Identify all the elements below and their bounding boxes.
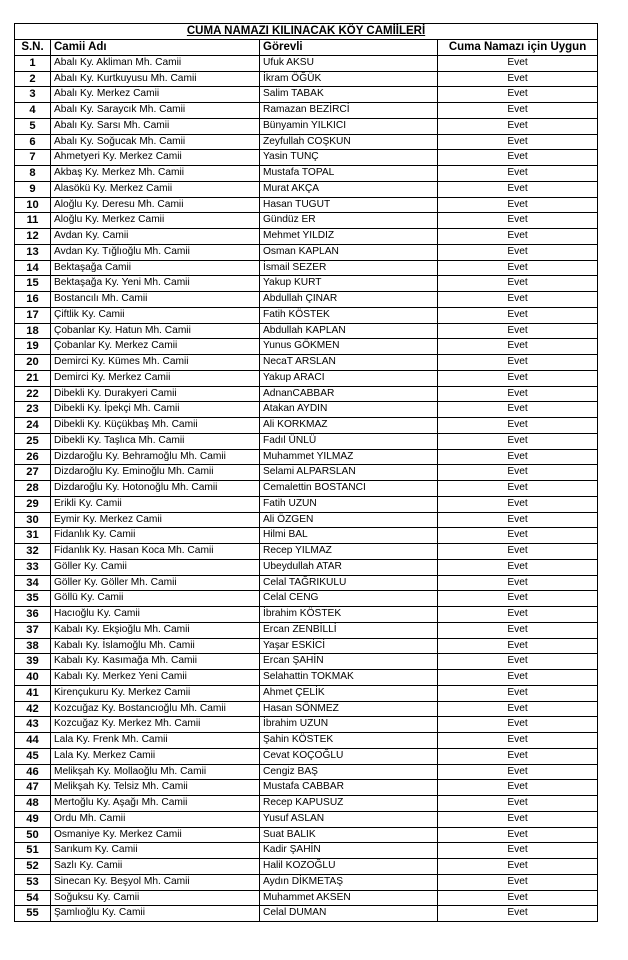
row-number-cell: 41 [15, 685, 51, 701]
table-row [15, 859, 598, 875]
official-name-cell: Şahin KÖSTEK [260, 733, 438, 749]
suitable-cell: Evet [438, 874, 598, 890]
official-name-cell: Ubeydullah ATAR [260, 559, 438, 575]
official-name-cell: Selahattin TOKMAK [260, 670, 438, 686]
row-number-cell: 24 [15, 418, 51, 434]
mosque-name-cell: Sinecan Ky. Beşyol Mh. Camii [51, 874, 260, 890]
row-number-cell: 35 [15, 591, 51, 607]
table-row [15, 906, 598, 922]
mosque-name-cell: Sazlı Ky. Camii [51, 859, 260, 875]
table-row [15, 307, 598, 323]
suitable-cell: Evet [438, 87, 598, 103]
official-name-cell: Zeyfullah COŞKUN [260, 134, 438, 150]
official-name-cell: Hasan SÖNMEZ [260, 701, 438, 717]
suitable-cell: Evet [438, 654, 598, 670]
official-name-cell: Yakup ARACI [260, 370, 438, 386]
row-number-cell: 5 [15, 118, 51, 134]
suitable-cell: Evet [438, 71, 598, 87]
row-number-cell: 6 [15, 134, 51, 150]
table-row [15, 244, 598, 260]
table-row [15, 670, 598, 686]
table-row [15, 528, 598, 544]
table-row [15, 55, 598, 71]
table-row [15, 71, 598, 87]
row-number-cell: 14 [15, 260, 51, 276]
official-name-cell: Yunus GÖKMEN [260, 339, 438, 355]
suitable-cell: Evet [438, 796, 598, 812]
table-row [15, 496, 598, 512]
table-row [15, 402, 598, 418]
row-number-cell: 8 [15, 166, 51, 182]
official-name-cell: Yaşar ESKİCİ [260, 638, 438, 654]
mosque-name-cell: Bostancılı Mh. Camii [51, 292, 260, 308]
mosque-name-cell: Kirençukuru Ky. Merkez Camii [51, 685, 260, 701]
official-name-cell: AdnanCABBAR [260, 386, 438, 402]
suitable-cell: Evet [438, 764, 598, 780]
mosque-name-cell: Çobanlar Ky. Hatun Mh. Camii [51, 323, 260, 339]
document-title-cell [15, 24, 598, 40]
row-number-cell: 55 [15, 906, 51, 922]
official-name-cell: Selami ALPARSLAN [260, 465, 438, 481]
suitable-cell: Evet [438, 512, 598, 528]
suitable-cell: Evet [438, 465, 598, 481]
table-row [15, 685, 598, 701]
table-row [15, 701, 598, 717]
mosque-name-cell: Hacıoğlu Ky. Camii [51, 607, 260, 623]
document-title: CUMA NAMAZI KILINACAK KÖY CAMİİLERİ [186, 25, 426, 37]
official-name-cell: Ramazan BEZİRCİ [260, 103, 438, 119]
mosque-name-cell: Bektaşağa Camii [51, 260, 260, 276]
official-name-cell: Ufuk AKSU [260, 55, 438, 71]
row-number-cell: 51 [15, 843, 51, 859]
suitable-cell: Evet [438, 386, 598, 402]
suitable-cell: Evet [438, 370, 598, 386]
mosque-name-cell: Mertoğlu Ky. Aşağı Mh. Camii [51, 796, 260, 812]
header-sn: S.N. [15, 40, 51, 56]
mosque-name-cell: Çobanlar Ky. Merkez Camii [51, 339, 260, 355]
official-name-cell: İkram ÖĞÜK [260, 71, 438, 87]
mosque-name-cell: Abalı Ky. Sarsı Mh. Camii [51, 118, 260, 134]
suitable-cell: Evet [438, 181, 598, 197]
table-row [15, 150, 598, 166]
official-name-cell: Ercan ŞAHİN [260, 654, 438, 670]
table-row [15, 827, 598, 843]
row-number-cell: 29 [15, 496, 51, 512]
mosque-name-cell: Akbaş Ky. Merkez Mh. Camii [51, 166, 260, 182]
mosque-name-cell: Demirci Ky. Kümes Mh. Camii [51, 355, 260, 371]
mosque-name-cell: Bektaşağa Ky. Yeni Mh. Camii [51, 276, 260, 292]
official-name-cell: Suat BALIK [260, 827, 438, 843]
official-name-cell: Ali KORKMAZ [260, 418, 438, 434]
header-row [15, 40, 598, 56]
row-number-cell: 11 [15, 213, 51, 229]
row-number-cell: 3 [15, 87, 51, 103]
mosque-name-cell: Dibekli Ky. İpekçi Mh. Camii [51, 402, 260, 418]
row-number-cell: 33 [15, 559, 51, 575]
mosque-name-cell: Şamlıoğlu Ky. Camii [51, 906, 260, 922]
row-number-cell: 49 [15, 811, 51, 827]
mosque-name-cell: Göllü Ky. Camii [51, 591, 260, 607]
mosque-name-cell: Ordu Mh. Camii [51, 811, 260, 827]
row-number-cell: 4 [15, 103, 51, 119]
official-name-cell: Bünyamin YILKICI [260, 118, 438, 134]
official-name-cell: Fadıl ÜNLÜ [260, 433, 438, 449]
official-name-cell: Celal TAĞRIKULU [260, 575, 438, 591]
table-row [15, 780, 598, 796]
mosque-name-cell: Kabalı Ky. Merkez Yeni Camii [51, 670, 260, 686]
row-number-cell: 2 [15, 71, 51, 87]
table-row [15, 890, 598, 906]
mosque-name-cell: Dizdaroğlu Ky. Hotonoğlu Mh. Camii [51, 481, 260, 497]
row-number-cell: 54 [15, 890, 51, 906]
official-name-cell: Abdullah ÇINAR [260, 292, 438, 308]
table-row [15, 229, 598, 245]
suitable-cell: Evet [438, 307, 598, 323]
table-row [15, 118, 598, 134]
mosque-name-cell: Abalı Ky. Akliman Mh. Camii [51, 55, 260, 71]
table-row [15, 544, 598, 560]
mosque-name-cell: Kabalı Ky. İslamoğlu Mh. Camii [51, 638, 260, 654]
official-name-cell: Cengiz BAŞ [260, 764, 438, 780]
row-number-cell: 47 [15, 780, 51, 796]
table-row [15, 811, 598, 827]
official-name-cell: Yakup KURT [260, 276, 438, 292]
table-row [15, 559, 598, 575]
table-body [15, 55, 598, 921]
row-number-cell: 45 [15, 748, 51, 764]
suitable-cell: Evet [438, 339, 598, 355]
mosque-name-cell: Melikşah Ky. Mollaoğlu Mh. Camii [51, 764, 260, 780]
suitable-cell: Evet [438, 55, 598, 71]
header-friday-prayer-suitable: Cuma Namazı için Uygun [438, 40, 598, 56]
suitable-cell: Evet [438, 276, 598, 292]
suitable-cell: Evet [438, 229, 598, 245]
suitable-cell: Evet [438, 701, 598, 717]
official-name-cell: NecaT ARSLAN [260, 355, 438, 371]
table-row [15, 622, 598, 638]
header-mosque-name: Camii Adı [51, 40, 260, 56]
row-number-cell: 12 [15, 229, 51, 245]
official-name-cell: Halil KOZOĞLU [260, 859, 438, 875]
suitable-cell: Evet [438, 134, 598, 150]
mosque-name-cell: Aloğlu Ky. Deresu Mh. Camii [51, 197, 260, 213]
row-number-cell: 25 [15, 433, 51, 449]
table-row [15, 654, 598, 670]
suitable-cell: Evet [438, 449, 598, 465]
official-name-cell: Salim TABAK [260, 87, 438, 103]
title-row [15, 24, 598, 40]
suitable-cell: Evet [438, 859, 598, 875]
official-name-cell: Abdullah KAPLAN [260, 323, 438, 339]
table-row [15, 591, 598, 607]
official-name-cell: İbrahim KÖSTEK [260, 607, 438, 623]
row-number-cell: 52 [15, 859, 51, 875]
mosque-name-cell: Fidanlık Ky. Camii [51, 528, 260, 544]
suitable-cell: Evet [438, 355, 598, 371]
row-number-cell: 10 [15, 197, 51, 213]
table-row [15, 638, 598, 654]
row-number-cell: 44 [15, 733, 51, 749]
row-number-cell: 30 [15, 512, 51, 528]
row-number-cell: 43 [15, 717, 51, 733]
suitable-cell: Evet [438, 213, 598, 229]
row-number-cell: 22 [15, 386, 51, 402]
mosque-name-cell: Göller Ky. Camii [51, 559, 260, 575]
mosque-name-cell: Avdan Ky. Tığlıoğlu Mh. Camii [51, 244, 260, 260]
row-number-cell: 46 [15, 764, 51, 780]
row-number-cell: 21 [15, 370, 51, 386]
suitable-cell: Evet [438, 103, 598, 119]
official-name-cell: Murat AKÇA [260, 181, 438, 197]
suitable-cell: Evet [438, 496, 598, 512]
table-row [15, 481, 598, 497]
suitable-cell: Evet [438, 528, 598, 544]
suitable-cell: Evet [438, 575, 598, 591]
suitable-cell: Evet [438, 843, 598, 859]
mosque-name-cell: Dizdaroğlu Ky. Eminoğlu Mh. Camii [51, 465, 260, 481]
table-row [15, 512, 598, 528]
table-row [15, 433, 598, 449]
suitable-cell: Evet [438, 811, 598, 827]
row-number-cell: 36 [15, 607, 51, 623]
mosque-name-cell: Kabalı Ky. Kasımağa Mh. Camii [51, 654, 260, 670]
official-name-cell: Hilmi BAL [260, 528, 438, 544]
table-row [15, 276, 598, 292]
mosque-name-cell: Osmaniye Ky. Merkez Camii [51, 827, 260, 843]
official-name-cell: Muhammet YILMAZ [260, 449, 438, 465]
official-name-cell: Yasin TUNÇ [260, 150, 438, 166]
suitable-cell: Evet [438, 622, 598, 638]
official-name-cell: Muhammet AKSEN [260, 890, 438, 906]
mosque-name-cell: Çiftlik Ky. Camii [51, 307, 260, 323]
suitable-cell: Evet [438, 559, 598, 575]
table-row [15, 418, 598, 434]
row-number-cell: 17 [15, 307, 51, 323]
row-number-cell: 18 [15, 323, 51, 339]
mosque-name-cell: Melikşah Ky. Telsiz Mh. Camii [51, 780, 260, 796]
suitable-cell: Evet [438, 418, 598, 434]
official-name-cell: İsmail SEZER [260, 260, 438, 276]
mosque-name-cell: Soğuksu Ky. Camii [51, 890, 260, 906]
mosque-name-cell: Alasökü Ky. Merkez Camii [51, 181, 260, 197]
mosque-name-cell: Avdan Ky. Camii [51, 229, 260, 245]
suitable-cell: Evet [438, 780, 598, 796]
official-name-cell: Osman KAPLAN [260, 244, 438, 260]
suitable-cell: Evet [438, 433, 598, 449]
table-row [15, 260, 598, 276]
row-number-cell: 16 [15, 292, 51, 308]
table-row [15, 796, 598, 812]
row-number-cell: 53 [15, 874, 51, 890]
mosque-name-cell: Abalı Ky. Kurtkuyusu Mh. Camii [51, 71, 260, 87]
mosque-name-cell: Kabalı Ky. Ekşioğlu Mh. Camii [51, 622, 260, 638]
official-name-cell: Gündüz ER [260, 213, 438, 229]
row-number-cell: 48 [15, 796, 51, 812]
row-number-cell: 7 [15, 150, 51, 166]
suitable-cell: Evet [438, 733, 598, 749]
table-row [15, 843, 598, 859]
mosque-name-cell: Erikli Ky. Camii [51, 496, 260, 512]
row-number-cell: 37 [15, 622, 51, 638]
suitable-cell: Evet [438, 607, 598, 623]
official-name-cell: Atakan AYDIN [260, 402, 438, 418]
official-name-cell: İbrahim UZUN [260, 717, 438, 733]
row-number-cell: 20 [15, 355, 51, 371]
row-number-cell: 42 [15, 701, 51, 717]
table-row [15, 607, 598, 623]
official-name-cell: Fatih KÖSTEK [260, 307, 438, 323]
mosque-name-cell: Dibekli Ky. Durakyeri Camii [51, 386, 260, 402]
mosque-name-cell: Fidanlık Ky. Hasan Koca Mh. Camii [51, 544, 260, 560]
suitable-cell: Evet [438, 591, 598, 607]
suitable-cell: Evet [438, 670, 598, 686]
mosque-name-cell: Sarıkum Ky. Camii [51, 843, 260, 859]
row-number-cell: 26 [15, 449, 51, 465]
table-row [15, 465, 598, 481]
table-row [15, 764, 598, 780]
table-row [15, 370, 598, 386]
row-number-cell: 38 [15, 638, 51, 654]
table-row [15, 166, 598, 182]
mosque-name-cell: Dizdaroğlu Ky. Behramoğlu Mh. Camii [51, 449, 260, 465]
row-number-cell: 40 [15, 670, 51, 686]
mosque-name-cell: Abalı Ky. Saraycık Mh. Camii [51, 103, 260, 119]
suitable-cell: Evet [438, 166, 598, 182]
row-number-cell: 50 [15, 827, 51, 843]
table-row [15, 181, 598, 197]
mosque-name-cell: Kozcuğaz Ky. Merkez Mh. Camii [51, 717, 260, 733]
official-name-cell: Recep KAPUSUZ [260, 796, 438, 812]
official-name-cell: Ercan ZENBİLLİ [260, 622, 438, 638]
official-name-cell: Mustafa TOPAL [260, 166, 438, 182]
official-name-cell: Cemalettin BOSTANCI [260, 481, 438, 497]
table-row [15, 134, 598, 150]
mosque-name-cell: Eymir Ky. Merkez Camii [51, 512, 260, 528]
suitable-cell: Evet [438, 118, 598, 134]
row-number-cell: 28 [15, 481, 51, 497]
table-row [15, 292, 598, 308]
suitable-cell: Evet [438, 481, 598, 497]
table-row [15, 733, 598, 749]
suitable-cell: Evet [438, 748, 598, 764]
mosque-name-cell: Lala Ky. Merkez Camii [51, 748, 260, 764]
table-row [15, 213, 598, 229]
table-row [15, 197, 598, 213]
row-number-cell: 13 [15, 244, 51, 260]
suitable-cell: Evet [438, 150, 598, 166]
official-name-cell: Celal CENG [260, 591, 438, 607]
official-name-cell: Mehmet YILDIZ [260, 229, 438, 245]
row-number-cell: 39 [15, 654, 51, 670]
mosque-name-cell: Dibekli Ky. Taşlıca Mh. Camii [51, 433, 260, 449]
suitable-cell: Evet [438, 260, 598, 276]
mosque-name-cell: Demirci Ky. Merkez Camii [51, 370, 260, 386]
official-name-cell: Celal DUMAN [260, 906, 438, 922]
mosque-name-cell: Göller Ky. Göller Mh. Camii [51, 575, 260, 591]
mosque-name-cell: Kozcuğaz Ky. Bostancıoğlu Mh. Camii [51, 701, 260, 717]
row-number-cell: 34 [15, 575, 51, 591]
table-row [15, 355, 598, 371]
suitable-cell: Evet [438, 827, 598, 843]
official-name-cell: Hasan TUGUT [260, 197, 438, 213]
official-name-cell: Recep YILMAZ [260, 544, 438, 560]
row-number-cell: 27 [15, 465, 51, 481]
suitable-cell: Evet [438, 323, 598, 339]
official-name-cell: Mustafa CABBAR [260, 780, 438, 796]
suitable-cell: Evet [438, 685, 598, 701]
mosque-table [14, 23, 598, 922]
table-row [15, 717, 598, 733]
suitable-cell: Evet [438, 906, 598, 922]
mosque-name-cell: Ahmetyeri Ky. Merkez Camii [51, 150, 260, 166]
row-number-cell: 9 [15, 181, 51, 197]
mosque-name-cell: Abalı Ky. Soğucak Mh. Camii [51, 134, 260, 150]
row-number-cell: 23 [15, 402, 51, 418]
suitable-cell: Evet [438, 638, 598, 654]
header-official: Görevli [260, 40, 438, 56]
official-name-cell: Cevat KOÇOĞLU [260, 748, 438, 764]
table-row [15, 874, 598, 890]
suitable-cell: Evet [438, 244, 598, 260]
table-row [15, 339, 598, 355]
row-number-cell: 19 [15, 339, 51, 355]
official-name-cell: Yusuf ASLAN [260, 811, 438, 827]
table-row [15, 87, 598, 103]
official-name-cell: Fatih UZUN [260, 496, 438, 512]
mosque-name-cell: Abalı Ky. Merkez Camii [51, 87, 260, 103]
row-number-cell: 32 [15, 544, 51, 560]
suitable-cell: Evet [438, 402, 598, 418]
mosque-name-cell: Lala Ky. Frenk Mh. Camii [51, 733, 260, 749]
table-row [15, 386, 598, 402]
suitable-cell: Evet [438, 544, 598, 560]
suitable-cell: Evet [438, 197, 598, 213]
table-row [15, 449, 598, 465]
suitable-cell: Evet [438, 717, 598, 733]
official-name-cell: Kadir ŞAHİN [260, 843, 438, 859]
table-row [15, 575, 598, 591]
official-name-cell: Aydın DİKMETAŞ [260, 874, 438, 890]
row-number-cell: 15 [15, 276, 51, 292]
mosque-name-cell: Aloğlu Ky. Merkez Camii [51, 213, 260, 229]
suitable-cell: Evet [438, 292, 598, 308]
row-number-cell: 1 [15, 55, 51, 71]
official-name-cell: Ahmet ÇELİK [260, 685, 438, 701]
table-row [15, 323, 598, 339]
table-row [15, 103, 598, 119]
official-name-cell: Ali ÖZGEN [260, 512, 438, 528]
mosque-name-cell: Dibekli Ky. Küçükbaş Mh. Camii [51, 418, 260, 434]
row-number-cell: 31 [15, 528, 51, 544]
table-row [15, 748, 598, 764]
suitable-cell: Evet [438, 890, 598, 906]
